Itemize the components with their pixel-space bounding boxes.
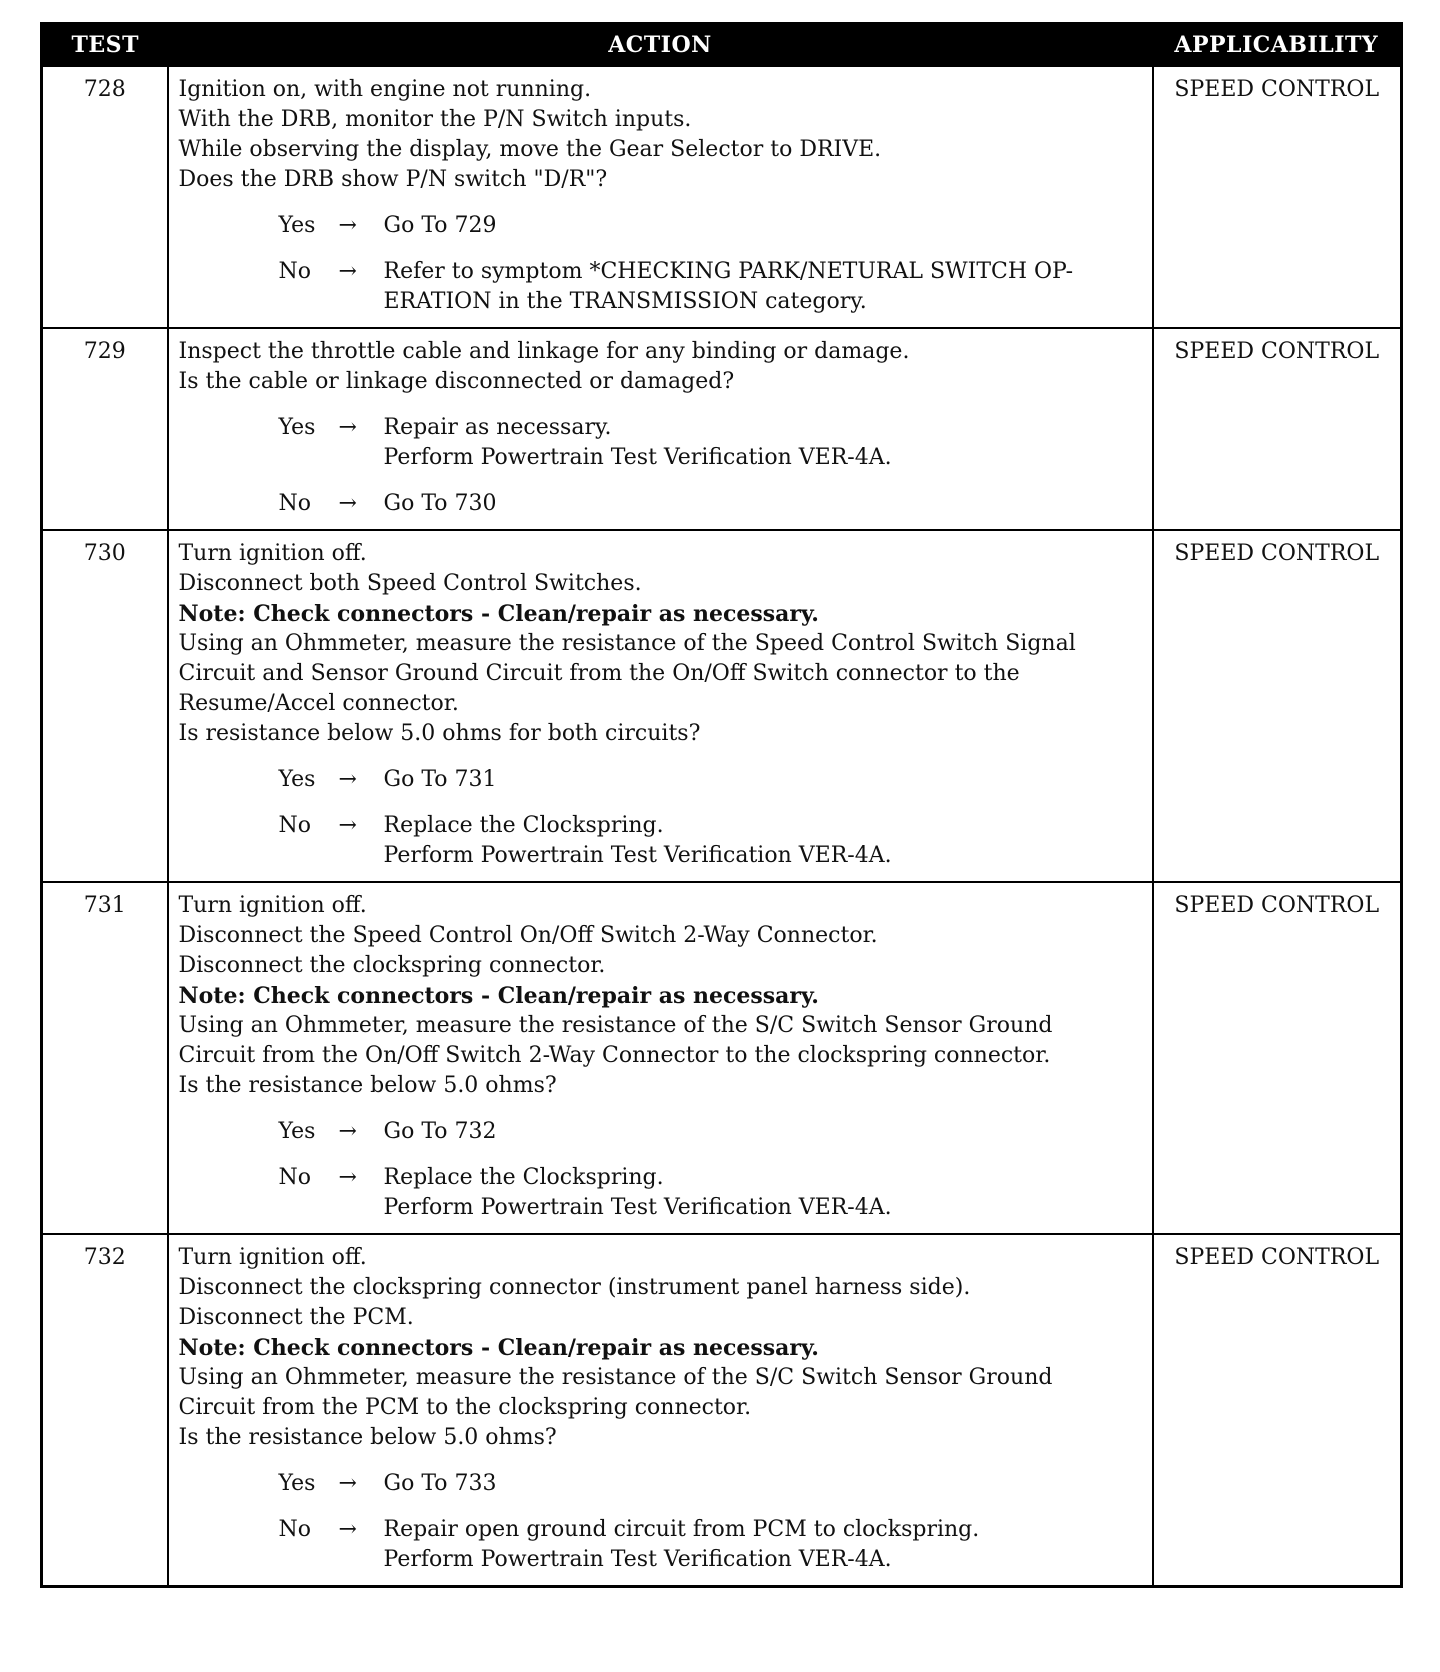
arrow-icon: → xyxy=(338,813,357,838)
yes-result xyxy=(384,1469,1142,1499)
header-applicability: APPLICABILITY xyxy=(1153,24,1402,67)
table-row xyxy=(42,882,1402,1234)
yes-label: Yes xyxy=(278,1119,316,1144)
action-line: Disconnect the PCM. xyxy=(178,1305,414,1330)
action-line: Turn ignition off. xyxy=(178,893,367,918)
no-label: No xyxy=(278,1517,311,1542)
action-line: Using an Ohmmeter, measure the resistance of the Speed Control Switch Signal xyxy=(178,631,1076,656)
arrow-icon: → xyxy=(338,1471,357,1496)
applicability-cell: SPEED CONTROL xyxy=(1153,1234,1402,1587)
action-line: Turn ignition off. xyxy=(178,541,367,566)
no-branch xyxy=(279,1163,1142,1223)
no-result xyxy=(384,1515,1142,1575)
branches xyxy=(179,1117,1142,1223)
action-line: Disconnect the clockspring connector. xyxy=(178,953,606,978)
action-line: With the DRB, monitor the P/N Switch inputs. xyxy=(178,107,692,132)
result-line: Replace the Clockspring. xyxy=(383,813,664,838)
yes-branch xyxy=(279,211,1142,241)
action-line: Is the resistance below 5.0 ohms? xyxy=(178,1073,557,1098)
header-test: TEST xyxy=(42,24,168,67)
arrow-icon: → xyxy=(338,415,357,440)
result-line: Refer to symptom *CHECKING PARK/NETURAL SWITCH OP- xyxy=(383,259,1074,284)
action-cell xyxy=(168,66,1153,328)
action-note: Note: Check connectors - Clean/repair as necessary. xyxy=(178,601,819,627)
no-branch xyxy=(279,257,1142,317)
yes-label: Yes xyxy=(278,767,316,792)
action-line: Turn ignition off. xyxy=(178,1245,367,1270)
no-label: No xyxy=(278,491,311,516)
no-label: No xyxy=(278,259,311,284)
yes-label: Yes xyxy=(278,1471,316,1496)
test-number: 728 xyxy=(42,66,168,328)
table-row xyxy=(42,1234,1402,1587)
applicability-cell: SPEED CONTROL xyxy=(1153,882,1402,1234)
yes-result xyxy=(384,211,1142,241)
arrow-icon: → xyxy=(338,1517,357,1542)
table-row xyxy=(42,328,1402,530)
result-line: ERATION in the TRANSMISSION category. xyxy=(383,289,867,314)
result-line: Perform Powertrain Test Verification VER-4A. xyxy=(383,1547,892,1572)
arrow-icon: → xyxy=(338,767,357,792)
table-body xyxy=(42,66,1402,1587)
result-line: Go To 730 xyxy=(383,491,497,516)
action-line: Is the resistance below 5.0 ohms? xyxy=(178,1425,557,1450)
arrow-icon: → xyxy=(338,259,357,284)
action-line: Disconnect both Speed Control Switches. xyxy=(178,571,642,596)
action-line: Disconnect the Speed Control On/Off Switch 2-Way Connector. xyxy=(178,923,878,948)
action-note: Note: Check connectors - Clean/repair as necessary. xyxy=(178,1335,819,1361)
action-line: Ignition on, with engine not running. xyxy=(178,77,592,102)
action-note: Note: Check connectors - Clean/repair as necessary. xyxy=(178,983,819,1009)
no-label: No xyxy=(278,813,311,838)
applicability-cell: SPEED CONTROL xyxy=(1153,66,1402,328)
yes-branch xyxy=(279,765,1142,795)
test-number: 731 xyxy=(42,882,168,1234)
branches xyxy=(179,211,1142,317)
branches xyxy=(179,1469,1142,1575)
yes-branch xyxy=(279,1117,1142,1147)
action-line: Inspect the throttle cable and linkage for any binding or damage. xyxy=(178,339,910,364)
action-line: Circuit and Sensor Ground Circuit from the On/Off Switch connector to the xyxy=(178,661,1020,686)
header-action: ACTION xyxy=(168,24,1153,67)
action-line: Is the cable or linkage disconnected or damaged? xyxy=(178,369,735,394)
yes-result xyxy=(384,765,1142,795)
branches xyxy=(179,765,1142,871)
diagnostic-page xyxy=(40,22,1400,1588)
arrow-icon: → xyxy=(338,1119,357,1144)
result-line: Perform Powertrain Test Verification VER-4A. xyxy=(383,445,892,470)
no-result xyxy=(384,1163,1142,1223)
no-branch xyxy=(279,1515,1142,1575)
branches xyxy=(179,413,1142,519)
test-number: 730 xyxy=(42,530,168,882)
action-cell xyxy=(168,1234,1153,1587)
result-line: Go To 729 xyxy=(383,213,497,238)
no-result xyxy=(384,489,1142,519)
applicability-cell: SPEED CONTROL xyxy=(1153,530,1402,882)
test-number: 732 xyxy=(42,1234,168,1587)
action-cell xyxy=(168,328,1153,530)
table-row xyxy=(42,66,1402,328)
yes-label: Yes xyxy=(278,415,316,440)
action-line: Resume/Accel connector. xyxy=(178,691,459,716)
yes-result xyxy=(384,413,1142,473)
yes-result xyxy=(384,1117,1142,1147)
action-line: Using an Ohmmeter, measure the resistance of the S/C Switch Sensor Ground xyxy=(178,1013,1053,1038)
test-number: 729 xyxy=(42,328,168,530)
arrow-icon: → xyxy=(338,1165,357,1190)
no-result xyxy=(384,811,1142,871)
action-line: Circuit from the On/Off Switch 2-Way Connector to the clockspring connector. xyxy=(178,1043,1051,1068)
result-line: Repair open ground circuit from PCM to clockspring. xyxy=(383,1517,980,1542)
table-row xyxy=(42,530,1402,882)
diagnostic-table xyxy=(40,22,1403,1588)
arrow-icon: → xyxy=(338,491,357,516)
action-cell xyxy=(168,882,1153,1234)
action-line: Is resistance below 5.0 ohms for both circuits? xyxy=(178,721,701,746)
arrow-icon: → xyxy=(338,213,357,238)
result-line: Perform Powertrain Test Verification VER-4A. xyxy=(383,1195,892,1220)
action-line: Using an Ohmmeter, measure the resistance of the S/C Switch Sensor Ground xyxy=(178,1365,1053,1390)
result-line: Perform Powertrain Test Verification VER-4A. xyxy=(383,843,892,868)
action-line: Disconnect the clockspring connector (instrument panel harness side). xyxy=(178,1275,971,1300)
yes-label: Yes xyxy=(278,213,316,238)
result-line: Go To 733 xyxy=(383,1471,497,1496)
action-line: Circuit from the PCM to the clockspring connector. xyxy=(178,1395,752,1420)
result-line: Repair as necessary. xyxy=(383,415,612,440)
result-line: Replace the Clockspring. xyxy=(383,1165,664,1190)
result-line: Go To 731 xyxy=(383,767,497,792)
result-line: Go To 732 xyxy=(383,1119,497,1144)
no-result xyxy=(384,257,1142,317)
action-line: Does the DRB show P/N switch "D/R"? xyxy=(178,167,608,192)
no-label: No xyxy=(278,1165,311,1190)
action-cell xyxy=(168,530,1153,882)
no-branch xyxy=(279,811,1142,871)
yes-branch xyxy=(279,413,1142,473)
yes-branch xyxy=(279,1469,1142,1499)
action-line: While observing the display, move the Gear Selector to DRIVE. xyxy=(178,137,882,162)
applicability-cell: SPEED CONTROL xyxy=(1153,328,1402,530)
table-header-row xyxy=(42,24,1402,67)
no-branch xyxy=(279,489,1142,519)
